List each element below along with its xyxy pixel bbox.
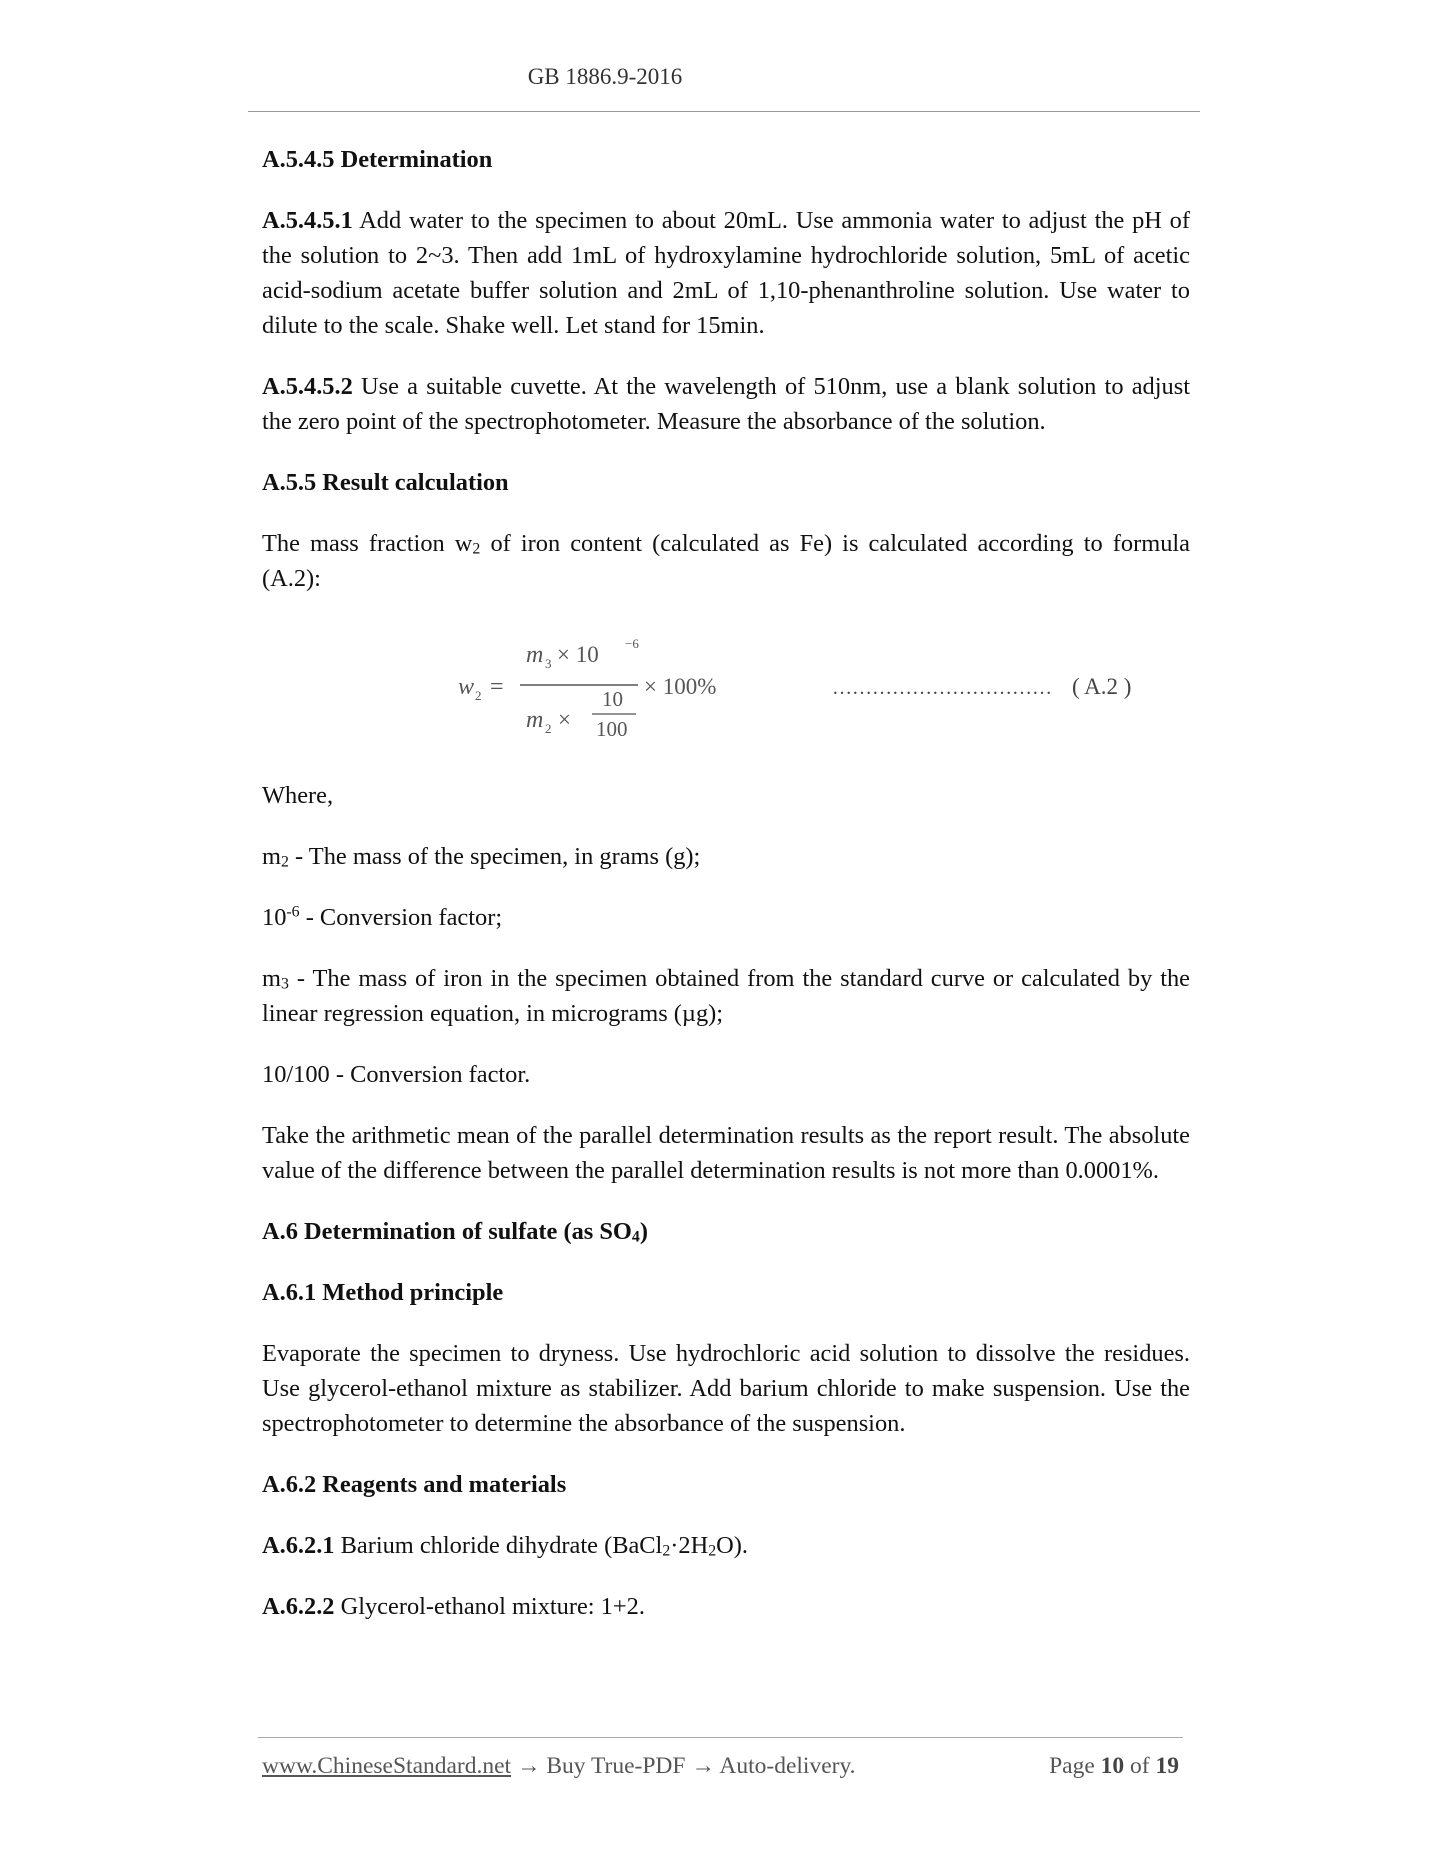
intro-subscript: 2 bbox=[472, 540, 481, 558]
formula-num-var: m bbox=[526, 642, 544, 668]
document-code: GB 1886.9-2016 bbox=[527, 64, 683, 89]
paragraph-text: Barium chloride dihydrate (BaCl bbox=[334, 1532, 663, 1559]
formula-num-times: × 10 bbox=[557, 642, 599, 667]
def-exponent: -6 bbox=[286, 903, 300, 921]
def-text: - The mass of iron in the specimen obtained from the standard curve or calculated by the linear regression equation, in micrograms (µg); bbox=[262, 965, 1190, 1027]
formula-lhs-sub: 2 bbox=[475, 688, 482, 703]
intro-text-2: of iron content (calculated as Fe) is calculated according to formula (A.2): bbox=[262, 530, 1190, 592]
paragraph-text: Use a suitable cuvette. At the wavelength of 510nm, use a blank solution to adjust the zero point of the spectrophotometer. Measure the absorbance of the solution. bbox=[262, 373, 1190, 435]
paragraph-text-3: O). bbox=[716, 1532, 748, 1559]
paragraph-a621 bbox=[262, 1528, 1190, 1563]
formula-den-var: m bbox=[526, 707, 544, 733]
paragraph-text: Add water to the specimen to about 20mL. Use ammonia water to adjust the pH of the solution to 2~3. Then add 1mL of hydroxylamine hydrochloride solution, 5mL of acetic acid-sodium acetate buffer solution and 2mL of 1,10-phenanthroline solution. Use water to dilute to the scale. Shake well. Let stand for 15min. bbox=[262, 207, 1190, 339]
section-heading-a62: A.6.2 Reagents and materials bbox=[262, 1471, 567, 1498]
paragraph-text-2: ·2H bbox=[670, 1532, 709, 1559]
formula-frac-bottom: 100 bbox=[596, 717, 628, 741]
def-subscript: 2 bbox=[280, 853, 289, 871]
clause-number: A.6.2.1 bbox=[262, 1532, 335, 1559]
formula-den-sub: 2 bbox=[545, 721, 552, 736]
formula-num-exp: −6 bbox=[625, 636, 639, 651]
def-variable: m bbox=[262, 843, 281, 870]
def-subscript: 3 bbox=[280, 975, 289, 993]
page-word: Page bbox=[1049, 1753, 1095, 1779]
def-variable: m bbox=[262, 965, 281, 992]
section-heading-a61: A.6.1 Method principle bbox=[262, 1279, 504, 1306]
definition-10-100: 10/100 - Conversion factor. bbox=[262, 1061, 531, 1088]
of-word: of bbox=[1130, 1753, 1150, 1779]
formula-intro bbox=[262, 526, 1190, 596]
formula-tail: × 100% bbox=[644, 674, 717, 699]
header-divider bbox=[248, 111, 1200, 112]
paragraph-a5451 bbox=[262, 203, 1190, 343]
definition-m2 bbox=[262, 839, 1190, 874]
page-total: 19 bbox=[1155, 1753, 1179, 1779]
paragraph-text: Glycerol-ethanol mixture: 1+2. bbox=[334, 1593, 645, 1620]
formula-equals: = bbox=[490, 674, 504, 700]
page-footer bbox=[262, 1753, 1183, 1785]
section-heading-a55: A.5.5 Result calculation bbox=[262, 469, 509, 496]
formula-frac-top: 10 bbox=[602, 687, 623, 711]
definition-m3 bbox=[262, 961, 1190, 1031]
section-heading-a6 bbox=[262, 1214, 1190, 1249]
formula-den-times: × bbox=[558, 707, 571, 732]
paragraph-a622 bbox=[262, 1589, 1190, 1624]
where-label: Where, bbox=[262, 782, 334, 809]
formula-num-sub: 3 bbox=[545, 656, 552, 671]
clause-number: A.5.4.5.2 bbox=[262, 373, 353, 400]
site-link[interactable]: www.ChineseStandard.net bbox=[262, 1753, 512, 1779]
paragraph-a5452 bbox=[262, 369, 1190, 439]
footer-divider bbox=[258, 1737, 1183, 1738]
formula-graphic bbox=[262, 622, 1190, 742]
formula-lhs: w bbox=[458, 674, 475, 700]
formula-subscript: 2 bbox=[662, 1542, 671, 1560]
paragraph-method-principle: Evaporate the specimen to dryness. Use hydrochloric acid solution to dissolve the residues. Use glycerol-ethanol mixture as stabilizer. Add barium chloride to make suspension. Use the spectrophotometer to determine the absorbance of the suspension. bbox=[262, 1340, 1190, 1437]
formula-label: ( A.2 ) bbox=[1072, 674, 1132, 699]
clause-number: A.6.2.2 bbox=[262, 1593, 335, 1620]
def-text: - Conversion factor; bbox=[299, 904, 503, 931]
formula-leader-dots: …………………………… bbox=[832, 677, 1052, 699]
page-number: 10 bbox=[1100, 1753, 1125, 1779]
footer-cta: → Buy True-PDF → Auto-delivery. bbox=[511, 1753, 856, 1779]
def-base: 10 bbox=[262, 904, 287, 931]
page-indicator bbox=[1049, 1753, 1179, 1780]
paragraph-arithmetic-mean: Take the arithmetic mean of the parallel determination results as the report result. The absolute value of the difference between the parallel determination results is not more than 0.0001%. bbox=[262, 1122, 1190, 1184]
heading-text-end: ) bbox=[639, 1218, 648, 1245]
section-heading-a545: A.5.4.5 Determination bbox=[262, 146, 493, 173]
intro-text: The mass fraction w bbox=[262, 530, 473, 557]
heading-text: A.6 Determination of sulfate (as SO bbox=[262, 1218, 632, 1245]
definition-10e-6 bbox=[262, 900, 1190, 935]
heading-subscript: 4 bbox=[631, 1228, 640, 1246]
formula-a2 bbox=[262, 622, 1190, 742]
clause-number: A.5.4.5.1 bbox=[262, 207, 353, 234]
formula-subscript-2: 2 bbox=[708, 1542, 717, 1560]
page-body bbox=[262, 142, 1190, 1624]
def-text: - The mass of the specimen, in grams (g); bbox=[288, 843, 701, 870]
